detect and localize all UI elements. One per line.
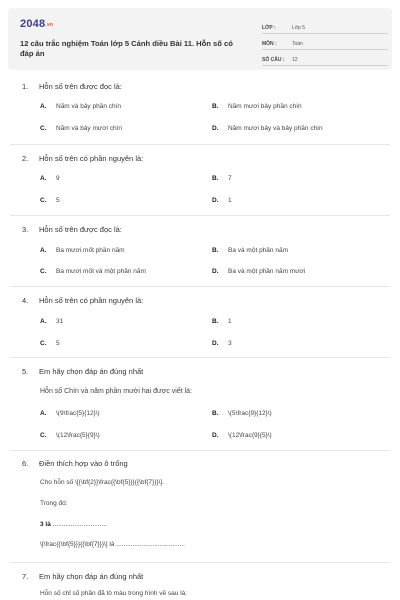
option-d[interactable]: D. 3 (212, 340, 232, 347)
divider (10, 562, 390, 563)
meta-subject: MÔN : Toán (262, 38, 388, 50)
option-c[interactable]: C. 5 (40, 197, 60, 204)
question-subtext: Hỗn số Chín và năm phần mười hai được viết là: (40, 388, 193, 395)
question-line: Cho hỗn số \[{\bf{2}}\frac{{\bf{5}}}{{\bf{7}}}\]. (40, 479, 164, 486)
option-c[interactable]: C. 5 (40, 340, 60, 347)
option-b[interactable]: B. 1 (212, 318, 232, 325)
option-d[interactable]: D. Ba và một phần năm mươi (212, 268, 306, 275)
divider (10, 215, 390, 216)
fill-blank-line[interactable]: \[\frac{{\bf{5}}}{{\bf{7}}}\] là ...................................... (40, 541, 185, 548)
fill-blank-line[interactable]: 3 là .............................. (40, 521, 107, 528)
option-d[interactable]: D. Năm mươi bảy và bảy phần chín (212, 125, 323, 132)
option-a[interactable]: A. Ba mươi mốt phần năm (40, 247, 125, 254)
document-header (8, 8, 392, 70)
option-b[interactable]: B. Ba và một phần năm (212, 247, 288, 254)
option-d[interactable]: D. \(12\frac{9}{5}\) (212, 432, 272, 439)
option-a[interactable]: A. 9 (40, 175, 60, 182)
site-logo[interactable]: 2048.vn (20, 18, 54, 30)
option-b[interactable]: B. Năm mươi bảy phần chín (212, 103, 302, 110)
option-b[interactable]: B. \(5\frac{9}{12}\) (212, 410, 272, 417)
meta-grade: LỚP : Lớp 5 (262, 22, 388, 34)
divider (10, 357, 390, 358)
option-d[interactable]: D. 1 (212, 197, 232, 204)
divider (10, 144, 390, 145)
document-title: 12 câu trắc nghiệm Toán lớp 5 Cánh diều Bài 11. Hỗn số có đáp án (20, 39, 233, 58)
option-a[interactable]: A. Năm và bảy phần chín (40, 103, 122, 110)
option-c[interactable]: C. Ba mươi mốt và một phần năm (40, 268, 146, 275)
option-a[interactable]: A. \(9\frac{5}{12}\) (40, 410, 100, 417)
option-a[interactable]: A. 31 (40, 318, 64, 325)
question-subtext: Hỗn số chỉ số phần đã tô màu trong hình vẽ sau là: (40, 590, 188, 597)
option-b[interactable]: B. 7 (212, 175, 232, 182)
option-c[interactable]: C. Năm và bảy mươi chín (40, 125, 123, 132)
question-line: Trong đó: (40, 500, 68, 507)
option-c[interactable]: C. \(12\frac{5}{9}\) (40, 432, 100, 439)
meta-question-count: SỐ CÂU : 12 (262, 54, 388, 66)
divider (10, 286, 390, 287)
divider (10, 450, 390, 451)
